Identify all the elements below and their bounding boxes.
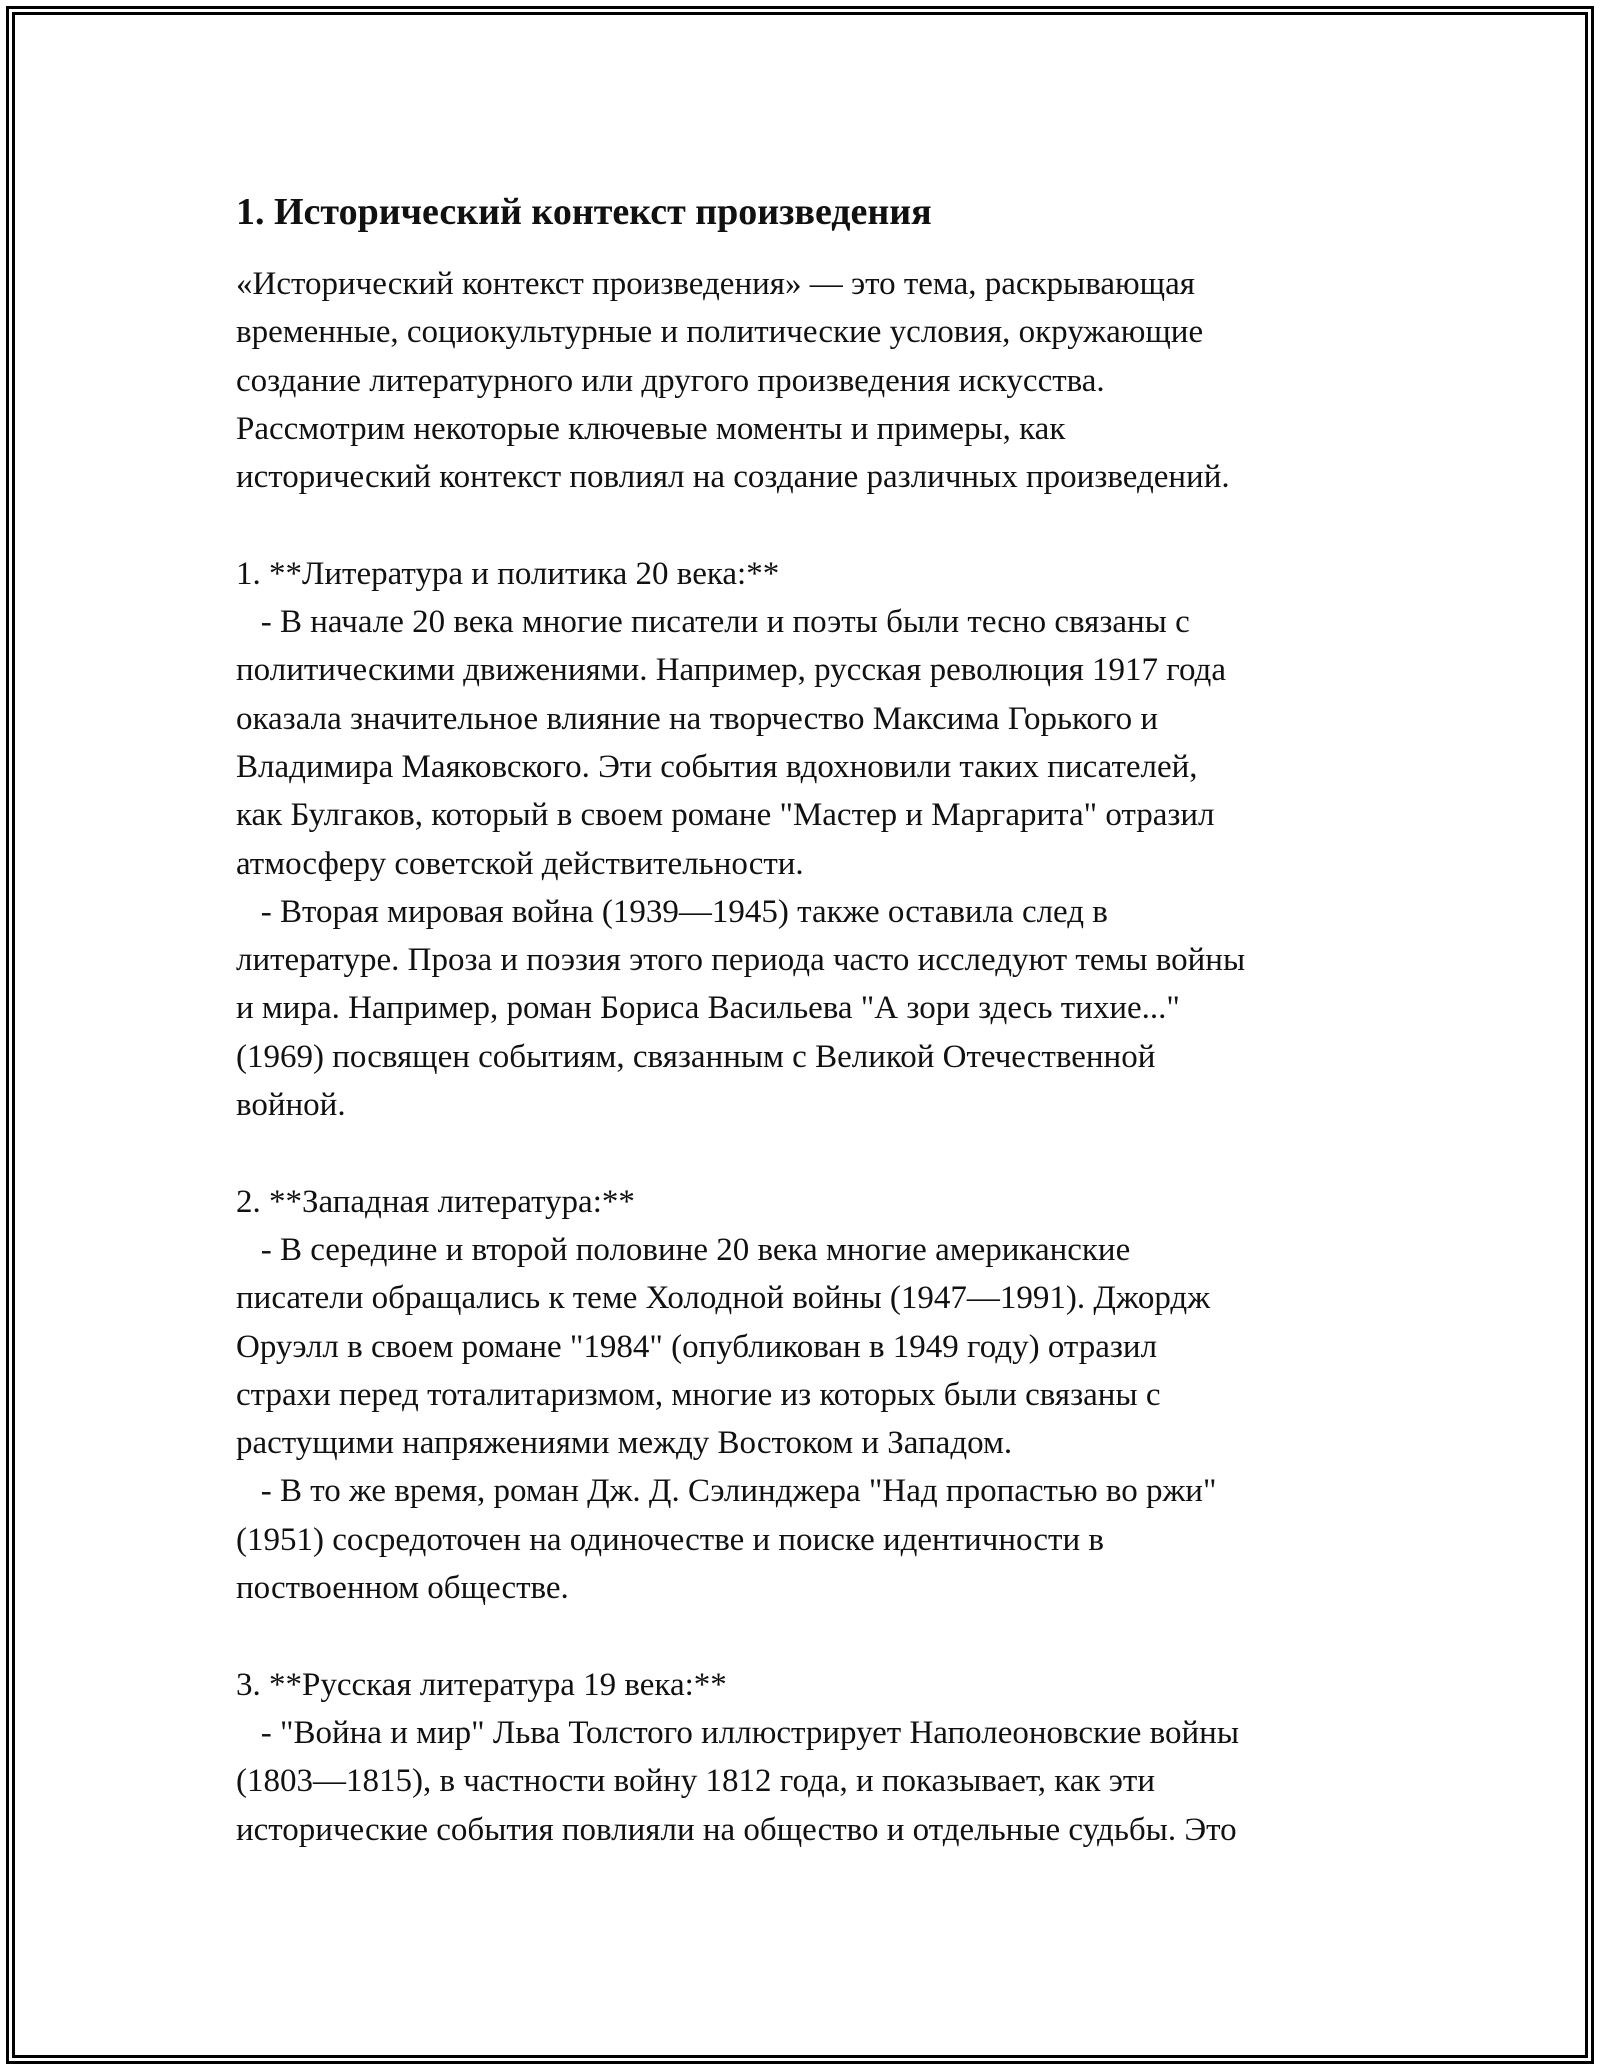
text-line: 2. **Западная литература:** bbox=[236, 1183, 635, 1220]
text-line: страхи перед тоталитаризмом, многие из которых были связаны с bbox=[236, 1376, 1161, 1413]
text-line: 1. **Литература и политика 20 века:** bbox=[236, 555, 780, 592]
blank-line bbox=[236, 1612, 1376, 1660]
text-line: атмосферу советской действительности. bbox=[236, 845, 804, 882]
text-line: исторический контекст повлиял на создание различных произведений. bbox=[236, 459, 1230, 496]
text-line: временные, социокультурные и политические условия, окружающие bbox=[236, 314, 1204, 351]
text-line: - В начале 20 века многие писатели и поэты были тесно связаны с bbox=[236, 604, 1190, 641]
text-line: (1969) посвящен событиям, связанным с Великой Отечественной bbox=[236, 1038, 1156, 1075]
text-line: писатели обращались к теме Холодной войны (1947—1991). Джордж bbox=[236, 1280, 1211, 1317]
text-line: растущими напряжениями между Востоком и Западом. bbox=[236, 1425, 1013, 1462]
text-line: - В то же время, роман Дж. Д. Сэлинджера "Над пропастью во ржи" bbox=[236, 1473, 1217, 1510]
text-line: войной. bbox=[236, 1087, 346, 1124]
blank-line bbox=[236, 501, 1376, 549]
text-line: Рассмотрим некоторые ключевые моменты и примеры, как bbox=[236, 410, 1066, 447]
text-line: «Исторический контекст произведения» — это тема, раскрывающая bbox=[236, 266, 1195, 302]
text-line: (1803—1815), в частности войну 1812 года, и показывает, как эти bbox=[236, 1763, 1156, 1800]
text-line: поствоенном обществе. bbox=[236, 1570, 569, 1607]
text-line: - Вторая мировая война (1939—1945) также оставила след в bbox=[236, 893, 1108, 930]
document-text bbox=[236, 260, 1376, 1854]
text-line: оказала значительное влияние на творчество Максима Горького и bbox=[236, 700, 1159, 737]
text-line: и мира. Например, роман Бориса Васильева "А зори здесь тихие..." bbox=[236, 990, 1180, 1027]
text-line: Владимира Маяковского. Эти события вдохновили таких писателей, bbox=[236, 748, 1198, 785]
document-title: 1. Исторический контекст произведения bbox=[236, 191, 932, 233]
text-line: (1951) сосредоточен на одиночестве и поиске идентичности в bbox=[236, 1521, 1104, 1558]
text-line: политическими движениями. Например, русская революция 1917 года bbox=[236, 652, 1226, 689]
text-line: - "Война и мир" Льва Толстого иллюстрирует Наполеоновские войны bbox=[236, 1714, 1239, 1751]
text-line: исторические события повлияли на общество и отдельные судьбы. Это bbox=[236, 1811, 1237, 1848]
text-line: 3. **Русская литература 19 века:** bbox=[236, 1666, 727, 1703]
text-line: литературе. Проза и поэзия этого периода часто исследуют темы войны bbox=[236, 942, 1246, 979]
blank-line bbox=[236, 1129, 1376, 1177]
document-body bbox=[236, 188, 1376, 1854]
text-line: - В середине и второй половине 20 века многие американские bbox=[236, 1231, 1131, 1268]
text-line: как Булгаков, который в своем романе "Мастер и Маргарита" отразил bbox=[236, 797, 1215, 834]
text-line: Оруэлл в своем романе "1984" (опубликован в 1949 году) отразил bbox=[236, 1328, 1158, 1365]
text-line: создание литературного или другого произведения искусства. bbox=[236, 362, 1105, 399]
